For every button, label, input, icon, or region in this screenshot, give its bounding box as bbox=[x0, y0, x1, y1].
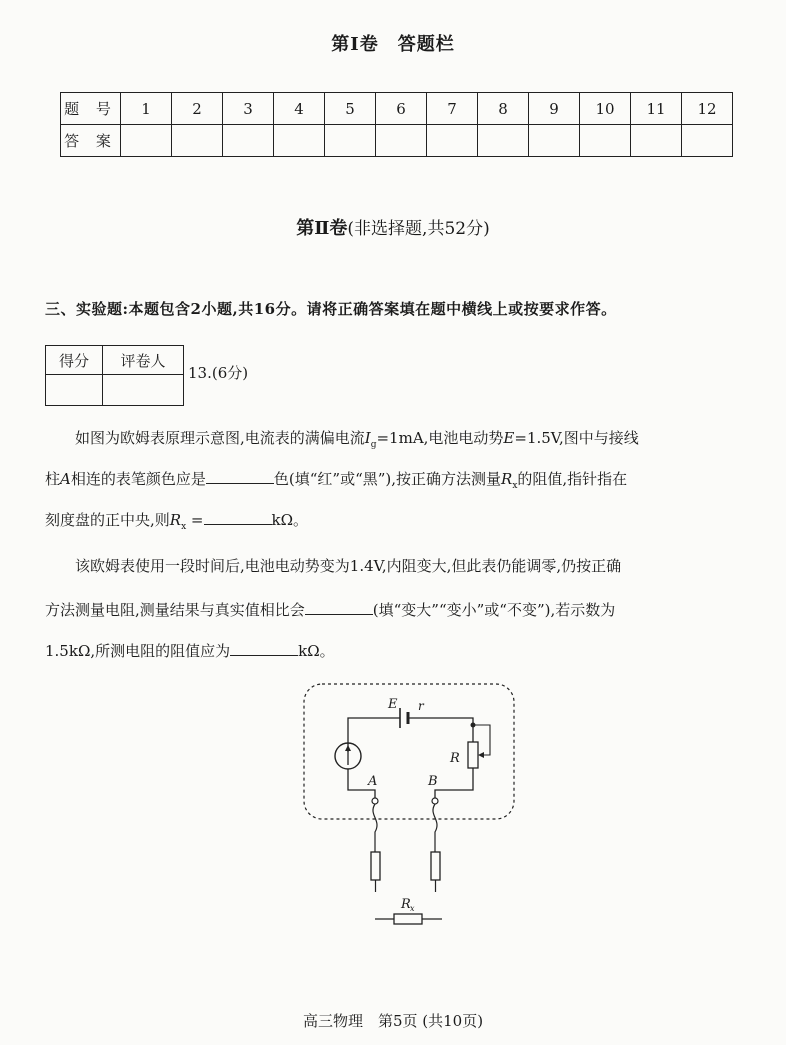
ohmmeter-circuit-diagram bbox=[290, 670, 530, 935]
symbol-e: E bbox=[503, 429, 515, 447]
question-number-cell: 5 bbox=[325, 93, 376, 125]
score-label: 得分 bbox=[46, 346, 103, 375]
question-paragraph-3 bbox=[45, 500, 745, 548]
answer-cell[interactable] bbox=[478, 125, 529, 157]
galvanometer-arrow bbox=[345, 745, 351, 751]
resistor-rx bbox=[394, 914, 422, 924]
text: 的阻值,指针指在 bbox=[517, 470, 628, 488]
text: 刻度盘的正中央,则 bbox=[45, 511, 170, 529]
question-number: 13.(6分) bbox=[188, 364, 249, 382]
answer-cell[interactable] bbox=[580, 125, 631, 157]
question-number-cell: 9 bbox=[529, 93, 580, 125]
section-heading: 三、实验题:本题包含2小题,共16分。请将正确答案填在题中横线上或按要求作答。 bbox=[45, 300, 617, 318]
terminal-b bbox=[432, 798, 438, 804]
row-label-number: 题 号 bbox=[61, 93, 121, 125]
label-b: B bbox=[428, 774, 438, 789]
rheostat-slider-arrow bbox=[478, 752, 484, 758]
question-number-cell: 2 bbox=[172, 93, 223, 125]
symbol-rx: R bbox=[169, 511, 182, 529]
score-field[interactable] bbox=[46, 375, 103, 406]
answer-cell[interactable] bbox=[274, 125, 325, 157]
answer-cell[interactable] bbox=[325, 125, 376, 157]
symbol-a: A bbox=[60, 470, 71, 488]
question-number-cell: 10 bbox=[580, 93, 631, 125]
text: kΩ。 bbox=[271, 511, 309, 529]
rheostat-slider-wire bbox=[473, 725, 490, 755]
text: 相连的表笔颜色应是 bbox=[70, 470, 206, 488]
rheostat bbox=[468, 742, 478, 768]
question-number-cell: 8 bbox=[478, 93, 529, 125]
page-footer: 高三物理 第5页 (共10页) bbox=[302, 1012, 484, 1030]
text: kΩ。 bbox=[298, 642, 335, 660]
answer-blank-resistance[interactable] bbox=[230, 641, 298, 656]
part-two-title-bold: 第Ⅱ卷 bbox=[296, 218, 348, 239]
answer-cell[interactable] bbox=[631, 125, 682, 157]
label-rx: R bbox=[401, 897, 411, 912]
text: 柱 bbox=[45, 470, 61, 488]
text: 该欧姆表使用一段时间后,电池电动势变为1.4V,内阻变大,但此表仍能调零,仍按正确 bbox=[75, 557, 622, 575]
label-rheostat: R bbox=[450, 751, 460, 766]
probe-lead-a bbox=[373, 804, 377, 852]
symbol-rx-sub: x bbox=[512, 481, 518, 491]
wire bbox=[435, 768, 473, 798]
terminal-a bbox=[372, 798, 378, 804]
grader-label: 评卷人 bbox=[103, 346, 184, 375]
question-number-cell: 3 bbox=[223, 93, 274, 125]
label-r: r bbox=[418, 699, 424, 713]
answer-blank-comparison[interactable] bbox=[305, 600, 373, 615]
question-paragraph-4 bbox=[45, 546, 745, 587]
question-number-cell: 6 bbox=[376, 93, 427, 125]
part-two-title bbox=[0, 214, 786, 240]
answer-cell[interactable] bbox=[223, 125, 274, 157]
text: 1.5kΩ,所测电阻的阻值应为 bbox=[45, 642, 231, 660]
question-number-cell: 1 bbox=[121, 93, 172, 125]
symbol-ig-sub: g bbox=[370, 440, 377, 450]
answer-cell[interactable] bbox=[682, 125, 733, 157]
text: 方法测量电阻,测量结果与真实值相比会 bbox=[45, 601, 305, 619]
text: =1mA,电池电动势 bbox=[376, 429, 504, 447]
answer-table-number-row bbox=[61, 93, 733, 125]
answer-table bbox=[60, 92, 733, 157]
answer-cell[interactable] bbox=[376, 125, 427, 157]
symbol-rx-sub: x bbox=[181, 522, 187, 532]
text: 如图为欧姆表原理示意图,电流表的满偏电流 bbox=[75, 429, 365, 447]
question-paragraph-6 bbox=[45, 631, 745, 672]
label-rx-sub: x bbox=[410, 904, 415, 913]
question-number-cell: 11 bbox=[631, 93, 682, 125]
text: = bbox=[186, 511, 204, 529]
answer-cell[interactable] bbox=[121, 125, 172, 157]
label-a: A bbox=[368, 774, 378, 789]
answer-cell[interactable] bbox=[529, 125, 580, 157]
grader-field[interactable] bbox=[103, 375, 184, 406]
answer-blank-color[interactable] bbox=[206, 469, 274, 484]
question-number-cell: 7 bbox=[427, 93, 478, 125]
answer-cell[interactable] bbox=[172, 125, 223, 157]
question-number-cell: 4 bbox=[274, 93, 325, 125]
answer-cell[interactable] bbox=[427, 125, 478, 157]
text: =1.5V,图中与接线 bbox=[514, 429, 639, 447]
question-number-cell: 12 bbox=[682, 93, 733, 125]
text: (填“变大”“变小”或“不变”),若示数为 bbox=[372, 601, 616, 619]
symbol-ig: I bbox=[364, 429, 371, 447]
wire bbox=[408, 718, 473, 742]
text: 色(填“红”或“黑”),按正确方法测量 bbox=[273, 470, 502, 488]
probe-b[interactable] bbox=[431, 852, 440, 880]
probe-a[interactable] bbox=[371, 852, 380, 880]
part-two-title-rest: (非选择题,共52分) bbox=[347, 219, 490, 239]
wire bbox=[348, 718, 400, 752]
question-paragraph-5 bbox=[45, 590, 745, 631]
label-e: E bbox=[388, 697, 398, 712]
score-box bbox=[45, 345, 184, 406]
symbol-rx: R bbox=[501, 470, 513, 488]
row-label-answer: 答 案 bbox=[61, 125, 121, 157]
answer-blank-rx[interactable] bbox=[204, 510, 272, 525]
answer-sheet-title: 第Ⅰ卷 答题栏 bbox=[331, 34, 455, 55]
answer-table-answer-row bbox=[61, 125, 733, 157]
probe-lead-b bbox=[433, 804, 437, 852]
